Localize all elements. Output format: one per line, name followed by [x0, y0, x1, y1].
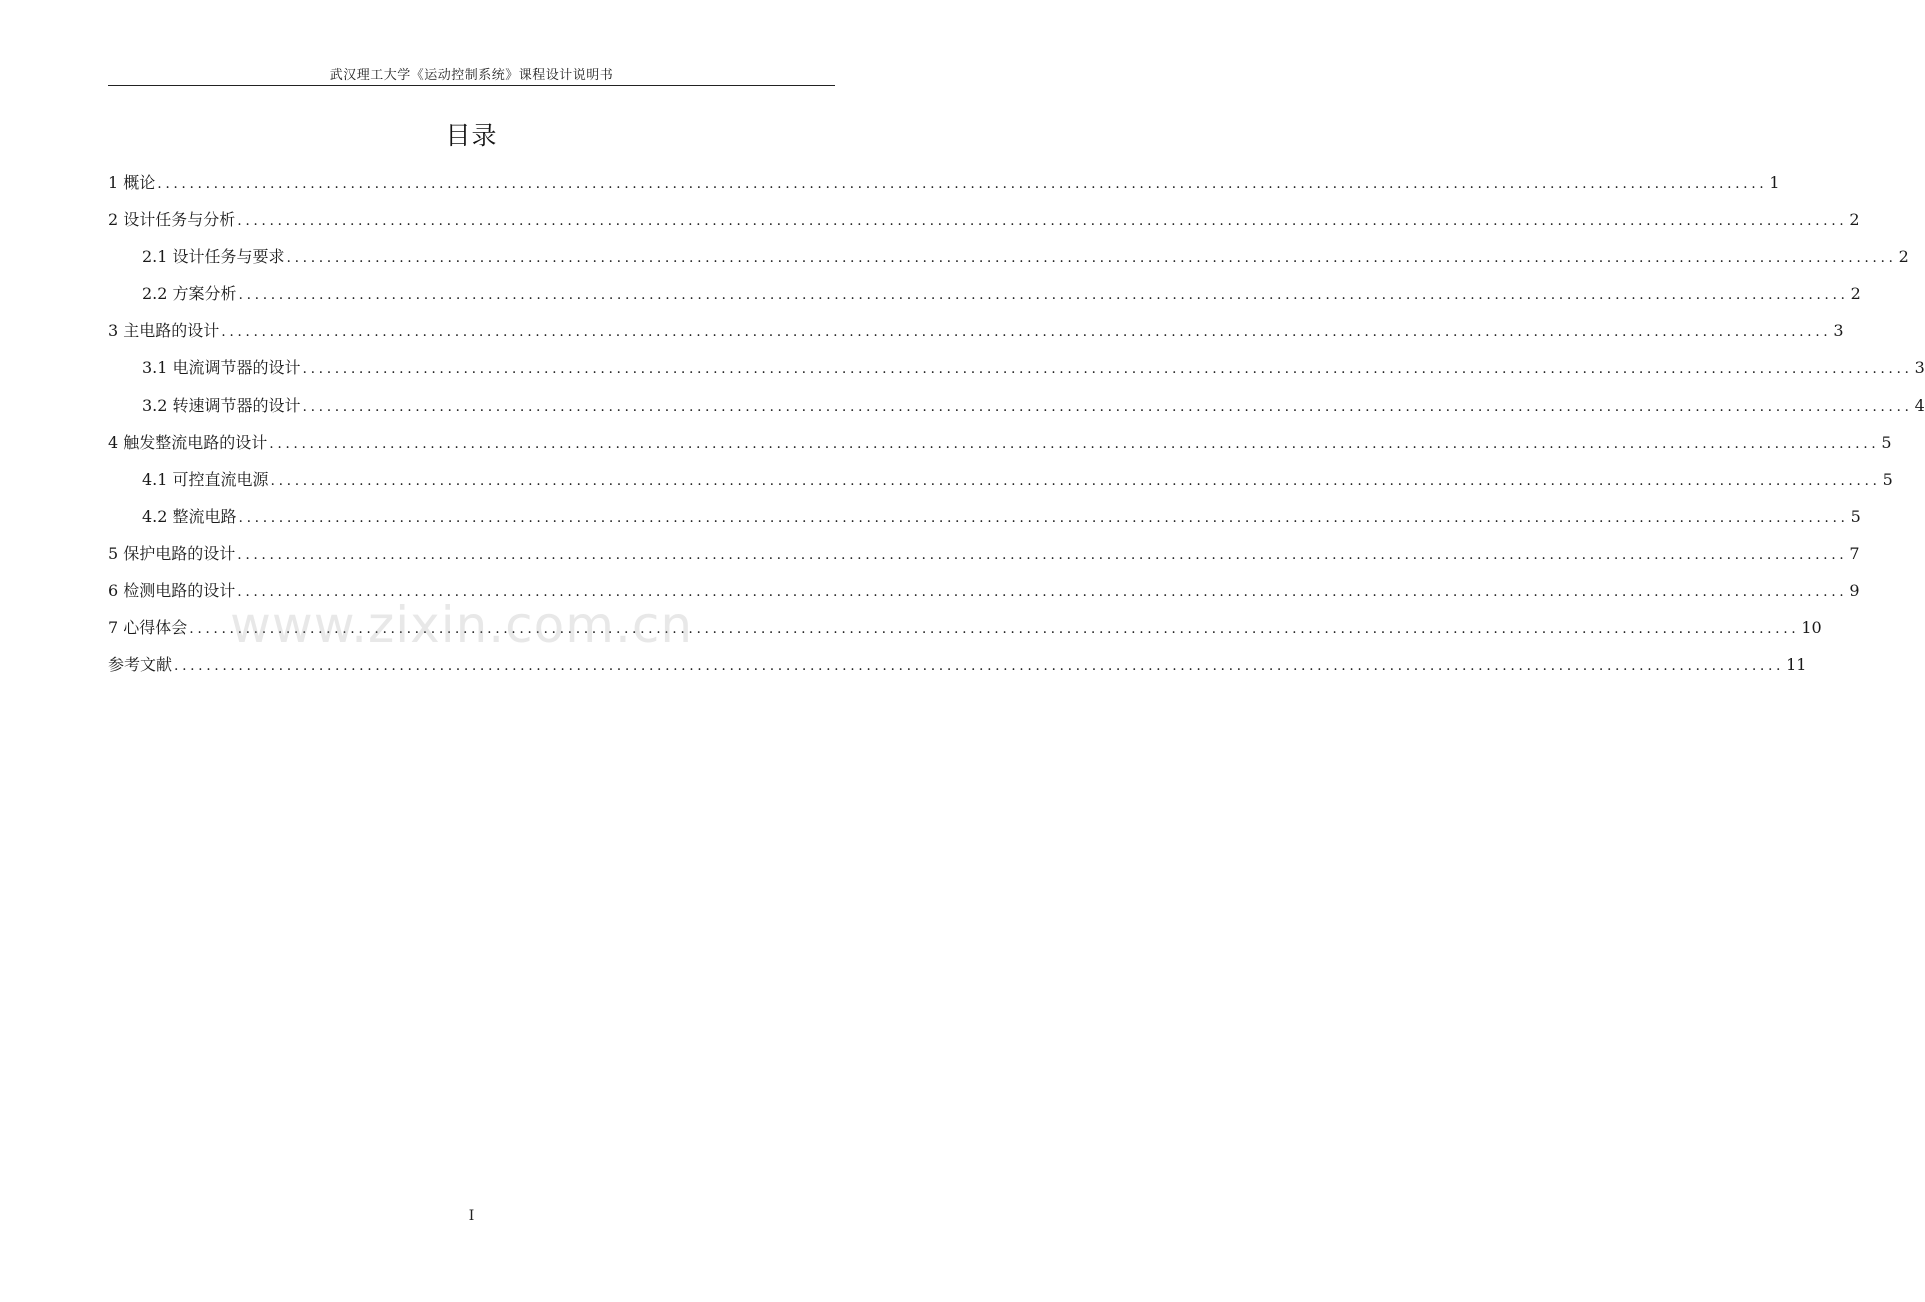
toc-title: 目录: [445, 121, 498, 150]
toc-subentry[interactable]: [108, 461, 1893, 498]
page-number: I: [468, 1208, 475, 1224]
watermark: www.zixin.com.cn: [230, 596, 694, 654]
toc-entry-label: 2.1 设计任务与要求: [142, 247, 285, 267]
toc-entry[interactable]: [108, 572, 1860, 609]
toc-dot-leader: ........................................................................................................................................................................................................: [286, 250, 1897, 267]
toc-entry[interactable]: [108, 424, 1892, 461]
toc-dot-leader: ........................................................................................................................................................................................................: [302, 361, 1913, 378]
toc-entry-page: 5: [1882, 469, 1893, 489]
toc-entry-page: 3: [1914, 358, 1925, 378]
toc-entry-label: 6 检测电路的设计: [108, 581, 236, 601]
toc-dot-leader: ........................................................................................................................................................................................................: [270, 472, 1881, 489]
toc-entry-label: 4.2 整流电路: [142, 506, 237, 526]
toc-dot-leader: ........................................................................................................................................................................................................: [237, 213, 1848, 230]
toc-entry-page: 11: [1786, 655, 1807, 675]
toc-dot-leader: ........................................................................................................................................................................................................: [189, 621, 1800, 638]
header-rule: [108, 85, 835, 86]
toc-entry-label: 4.1 可控直流电源: [142, 469, 269, 489]
toc-entry-label: 2.2 方案分析: [142, 284, 237, 304]
toc-dot-leader: ........................................................................................................................................................................................................: [269, 435, 1880, 452]
table-of-contents: [108, 164, 1925, 683]
toc-entry[interactable]: [108, 609, 1822, 646]
toc-dot-leader: ........................................................................................................................................................................................................: [238, 509, 1849, 526]
toc-entry[interactable]: [108, 201, 1860, 238]
toc-entry-label: 2 设计任务与分析: [108, 210, 236, 230]
toc-subentry[interactable]: [108, 275, 1861, 312]
toc-entry-page: 1: [1769, 173, 1780, 192]
toc-entry-label: 5 保护电路的设计: [108, 543, 236, 563]
toc-dot-leader: ........................................................................................................................................................................................................: [174, 658, 1785, 675]
toc-entry-page: 7: [1849, 543, 1860, 563]
toc-entry[interactable]: [108, 164, 1780, 201]
toc-entry-page: 10: [1801, 618, 1822, 638]
toc-entry-label: 3 主电路的设计: [108, 321, 220, 341]
toc-entry[interactable]: [108, 646, 1807, 683]
toc-entry-page: 5: [1850, 506, 1861, 526]
toc-dot-leader: ........................................................................................................................................................................................................: [302, 398, 1913, 415]
page-header: 武汉理工大学《运动控制系统》课程设计说明书: [329, 68, 614, 83]
toc-subentry[interactable]: [108, 349, 1925, 386]
toc-entry-page: 3: [1833, 321, 1844, 341]
toc-entry-page: 2: [1849, 210, 1860, 230]
toc-entry[interactable]: [108, 535, 1860, 572]
toc-entry-label: 3.2 转速调节器的设计: [142, 395, 301, 415]
toc-dot-leader: ........................................................................................................................................................................................................: [237, 584, 1848, 601]
toc-entry[interactable]: [108, 312, 1844, 349]
toc-dot-leader: ........................................................................................................................................................................................................: [157, 176, 1768, 192]
toc-entry-page: 4: [1914, 395, 1925, 415]
toc-entry-page: 2: [1898, 247, 1909, 267]
toc-entry-label: 7 心得体会: [108, 618, 188, 638]
toc-entry-label: 3.1 电流调节器的设计: [142, 358, 301, 378]
toc-entry-page: 5: [1881, 432, 1892, 452]
toc-subentry[interactable]: [108, 498, 1861, 535]
toc-dot-leader: ........................................................................................................................................................................................................: [237, 546, 1848, 563]
toc-dot-leader: ........................................................................................................................................................................................................: [221, 324, 1832, 341]
toc-subentry[interactable]: [108, 238, 1909, 275]
toc-entry-label: 参考文献: [108, 655, 173, 675]
toc-dot-leader: ........................................................................................................................................................................................................: [238, 287, 1849, 304]
toc-entry-label: 4 触发整流电路的设计: [108, 432, 268, 452]
toc-entry-page: 2: [1850, 284, 1861, 304]
toc-subentry[interactable]: [108, 387, 1925, 424]
toc-entry-label: 1 概论: [108, 173, 156, 192]
toc-entry-page: 9: [1849, 581, 1860, 601]
